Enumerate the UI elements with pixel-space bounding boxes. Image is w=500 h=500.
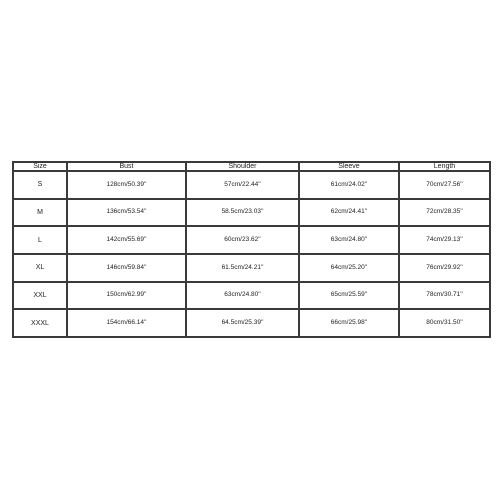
table-row <box>13 199 490 227</box>
length-cell: 70cm/27.56'' <box>399 171 490 199</box>
shoulder-cell: 64.5cm/25.39'' <box>186 309 299 337</box>
sleeve-cell: 63cm/24.80'' <box>299 226 399 254</box>
shoulder-cell: 63cm/24.80'' <box>186 282 299 310</box>
bust-cell: 154cm/66.14'' <box>67 309 186 337</box>
size-cell: L <box>13 226 67 254</box>
length-cell: 78cm/30.71'' <box>399 282 490 310</box>
shoulder-cell: 57cm/22.44'' <box>186 171 299 199</box>
size-cell: XXXL <box>13 309 67 337</box>
size-cell: XL <box>13 254 67 282</box>
header-sleeve: Sleeve <box>299 162 399 171</box>
length-cell: 80cm/31.50'' <box>399 309 490 337</box>
table-row <box>13 171 490 199</box>
size-cell: XXL <box>13 282 67 310</box>
sleeve-cell: 62cm/24.41'' <box>299 199 399 227</box>
length-cell: 76cm/29.92'' <box>399 254 490 282</box>
sleeve-cell: 66cm/25.98'' <box>299 309 399 337</box>
header-shoulder: Shoulder <box>186 162 299 171</box>
table-row <box>13 226 490 254</box>
header-size: Size <box>13 162 67 171</box>
size-cell: M <box>13 199 67 227</box>
sleeve-cell: 64cm/25.20'' <box>299 254 399 282</box>
bust-cell: 150cm/62.99'' <box>67 282 186 310</box>
shoulder-cell: 61.5cm/24.21'' <box>186 254 299 282</box>
table-header-row <box>13 162 490 171</box>
size-chart-table <box>12 161 491 338</box>
length-cell: 72cm/28.35'' <box>399 199 490 227</box>
sleeve-cell: 65cm/25.59'' <box>299 282 399 310</box>
shoulder-cell: 60cm/23.62'' <box>186 226 299 254</box>
table-row <box>13 282 490 310</box>
bust-cell: 136cm/53.54'' <box>67 199 186 227</box>
table-row <box>13 254 490 282</box>
header-length: Length <box>399 162 490 171</box>
bust-cell: 142cm/55.69'' <box>67 226 186 254</box>
bust-cell: 146cm/59.84'' <box>67 254 186 282</box>
shoulder-cell: 58.5cm/23.03'' <box>186 199 299 227</box>
size-cell: S <box>13 171 67 199</box>
sleeve-cell: 61cm/24.02'' <box>299 171 399 199</box>
length-cell: 74cm/29.13'' <box>399 226 490 254</box>
bust-cell: 128cm/50.39'' <box>67 171 186 199</box>
table-row <box>13 309 490 337</box>
header-bust: Bust <box>67 162 186 171</box>
